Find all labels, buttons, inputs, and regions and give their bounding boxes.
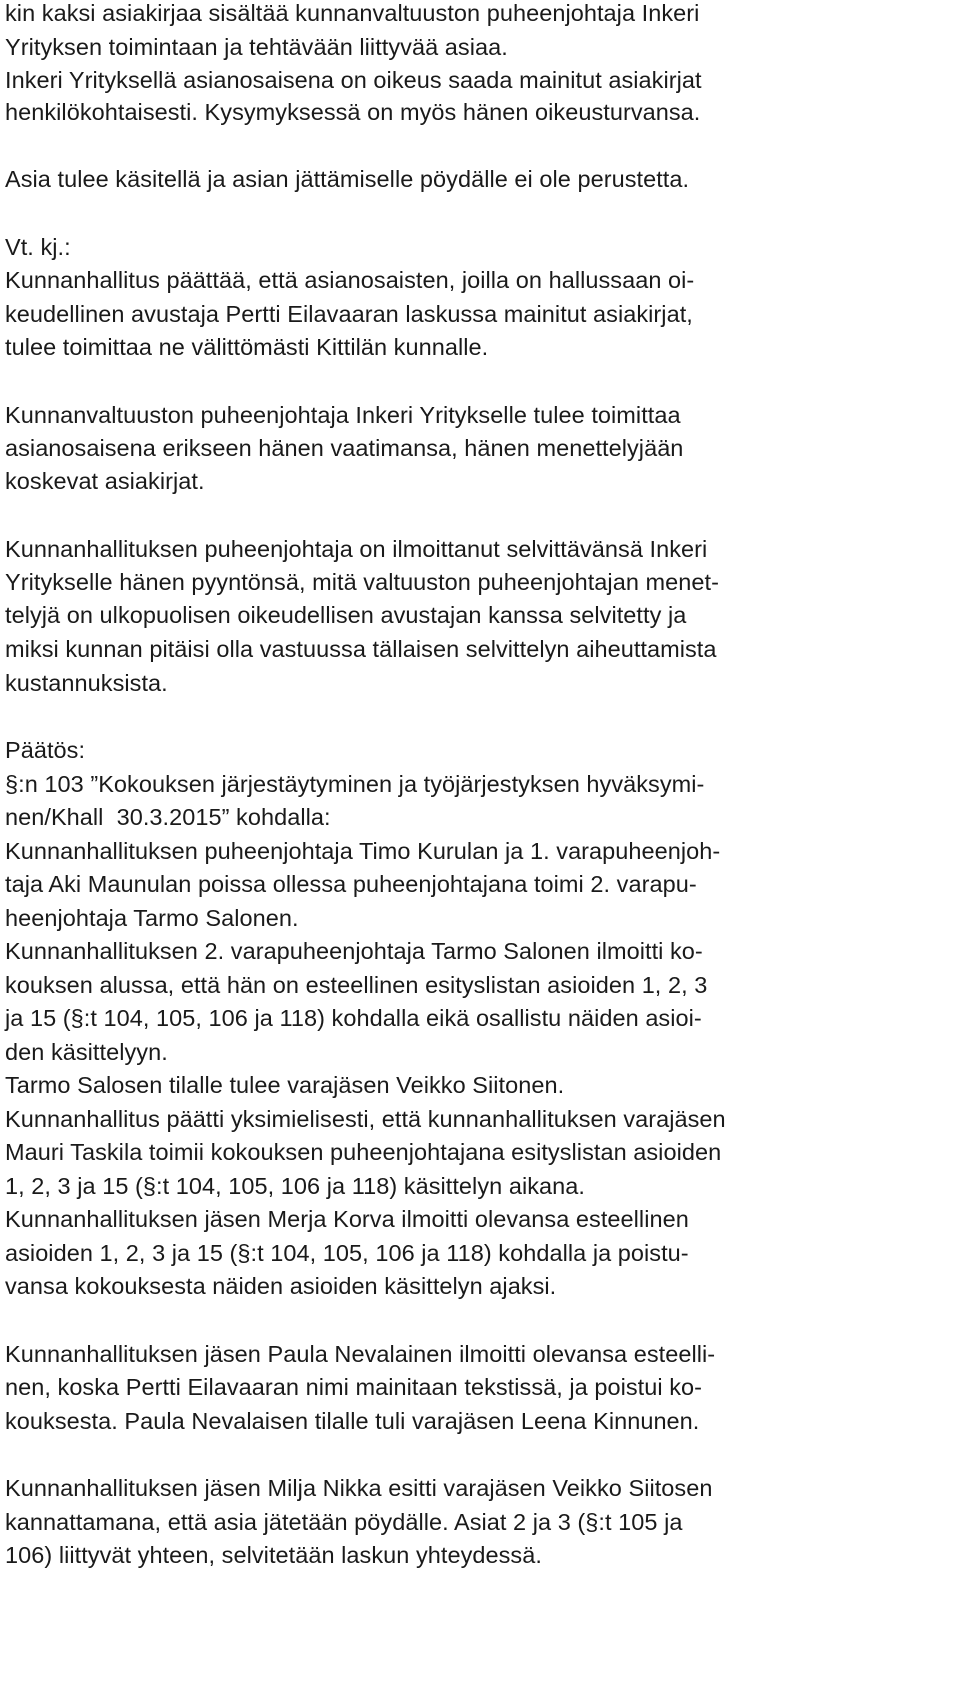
text-line: keudellinen avustaja Pertti Eilavaaran laskussa mainitut asiakirjat, [5, 301, 693, 327]
text-line: Kunnanhallituksen jäsen Paula Nevalainen ilmoitti olevansa esteelli- [5, 1341, 716, 1367]
text-line: vansa kokouksesta näiden asioiden käsittelyn ajaksi. [5, 1273, 557, 1299]
section-heading: Päätös: [5, 737, 86, 763]
text-line: Kunnanhallituksen puheenjohtaja Timo Kurulan ja 1. varapuheenjoh- [5, 838, 721, 864]
text-line: Kunnanhallituksen jäsen Merja Korva ilmoitti olevansa esteellinen [5, 1206, 689, 1232]
text-line: kouksesta. Paula Nevalaisen tilalle tuli varajäsen Leena Kinnunen. [5, 1408, 700, 1434]
text-line: kannattamana, että asia jätetään pöydälle. Asiat 2 ja 3 (§:t 105 ja [5, 1509, 683, 1535]
text-line: Asia tulee käsitellä ja asian jättämiselle pöydälle ei ole perustetta. [5, 166, 690, 192]
text-line: Kunnanhallitus päättää, että asianosaisten, joilla on hallussaan oi- [5, 267, 695, 293]
text-line: nen/Khall 30.3.2015” kohdalla: [5, 804, 331, 830]
text-line: asianosaisena erikseen hänen vaatimansa, hänen menettelyjään [5, 435, 684, 461]
text-line: §:n 103 ”Kokouksen järjestäytyminen ja työjärjestyksen hyväksymi- [5, 771, 705, 797]
text-line: 1, 2, 3 ja 15 (§:t 104, 105, 106 ja 118) käsittelyn aikana. [5, 1173, 585, 1199]
text-line: Kunnanhallituksen puheenjohtaja on ilmoittanut selvittävänsä Inkeri [5, 536, 708, 562]
text-line: Kunnanhallituksen 2. varapuheenjohtaja Tarmo Salonen ilmoitti ko- [5, 938, 703, 964]
text-line: Inkeri Yrityksellä asianosaisena on oikeus saada mainitut asiakirjat [5, 67, 702, 93]
text-line: henkilökohtaisesti. Kysymyksessä on myös hänen oikeusturvansa. [5, 99, 701, 125]
text-line: Kunnanhallituksen jäsen Milja Nikka esitti varajäsen Veikko Siitosen [5, 1475, 713, 1501]
text-line: 106) liittyvät yhteen, selvitetään laskun yhteydessä. [5, 1542, 542, 1568]
text-line: Kunnanvaltuuston puheenjohtaja Inkeri Yritykselle tulee toimittaa [5, 402, 681, 428]
text-line: kustannuksista. [5, 670, 168, 696]
text-line: telyjä on ulkopuolisen oikeudellisen avustajan kanssa selvitetty ja [5, 602, 687, 628]
text-line: miksi kunnan pitäisi olla vastuussa tällaisen selvittelyn aiheuttamista [5, 636, 717, 662]
text-line: ja 15 (§:t 104, 105, 106 ja 118) kohdalla eikä osallistu näiden asioi- [5, 1005, 702, 1031]
text-line: heenjohtaja Tarmo Salonen. [5, 905, 299, 931]
text-line: Yrityksen toimintaan ja tehtävään liittyvää asiaa. [5, 34, 508, 60]
text-line: Yritykselle hänen pyyntönsä, mitä valtuuston puheenjohtajan menet- [5, 569, 719, 595]
text-line: Kunnanhallitus päätti yksimielisesti, että kunnanhallituksen varajäsen [5, 1106, 726, 1132]
text-line: tulee toimittaa ne välittömästi Kittilän kunnalle. [5, 334, 489, 360]
text-line: koskevat asiakirjat. [5, 468, 205, 494]
text-line: Mauri Taskila toimii kokouksen puheenjohtajana esityslistan asioiden [5, 1139, 722, 1165]
text-line: kin kaksi asiakirjaa sisältää kunnanvaltuuston puheenjohtaja Inkeri [5, 0, 700, 26]
text-line: den käsittelyyn. [5, 1039, 168, 1065]
text-line: taja Aki Maunulan poissa ollessa puheenjohtajana toimi 2. varapu- [5, 871, 697, 897]
text-line: kouksen alussa, että hän on esteellinen esityslistan asioiden 1, 2, 3 [5, 972, 708, 998]
text-line: asioiden 1, 2, 3 ja 15 (§:t 104, 105, 106 ja 118) kohdalla ja poistu- [5, 1240, 689, 1266]
text-line: Tarmo Salosen tilalle tulee varajäsen Veikko Siitonen. [5, 1072, 565, 1098]
text-line: nen, koska Pertti Eilavaaran nimi mainitaan tekstissä, ja poistui ko- [5, 1374, 703, 1400]
text-line: Vt. kj.: [5, 234, 71, 260]
